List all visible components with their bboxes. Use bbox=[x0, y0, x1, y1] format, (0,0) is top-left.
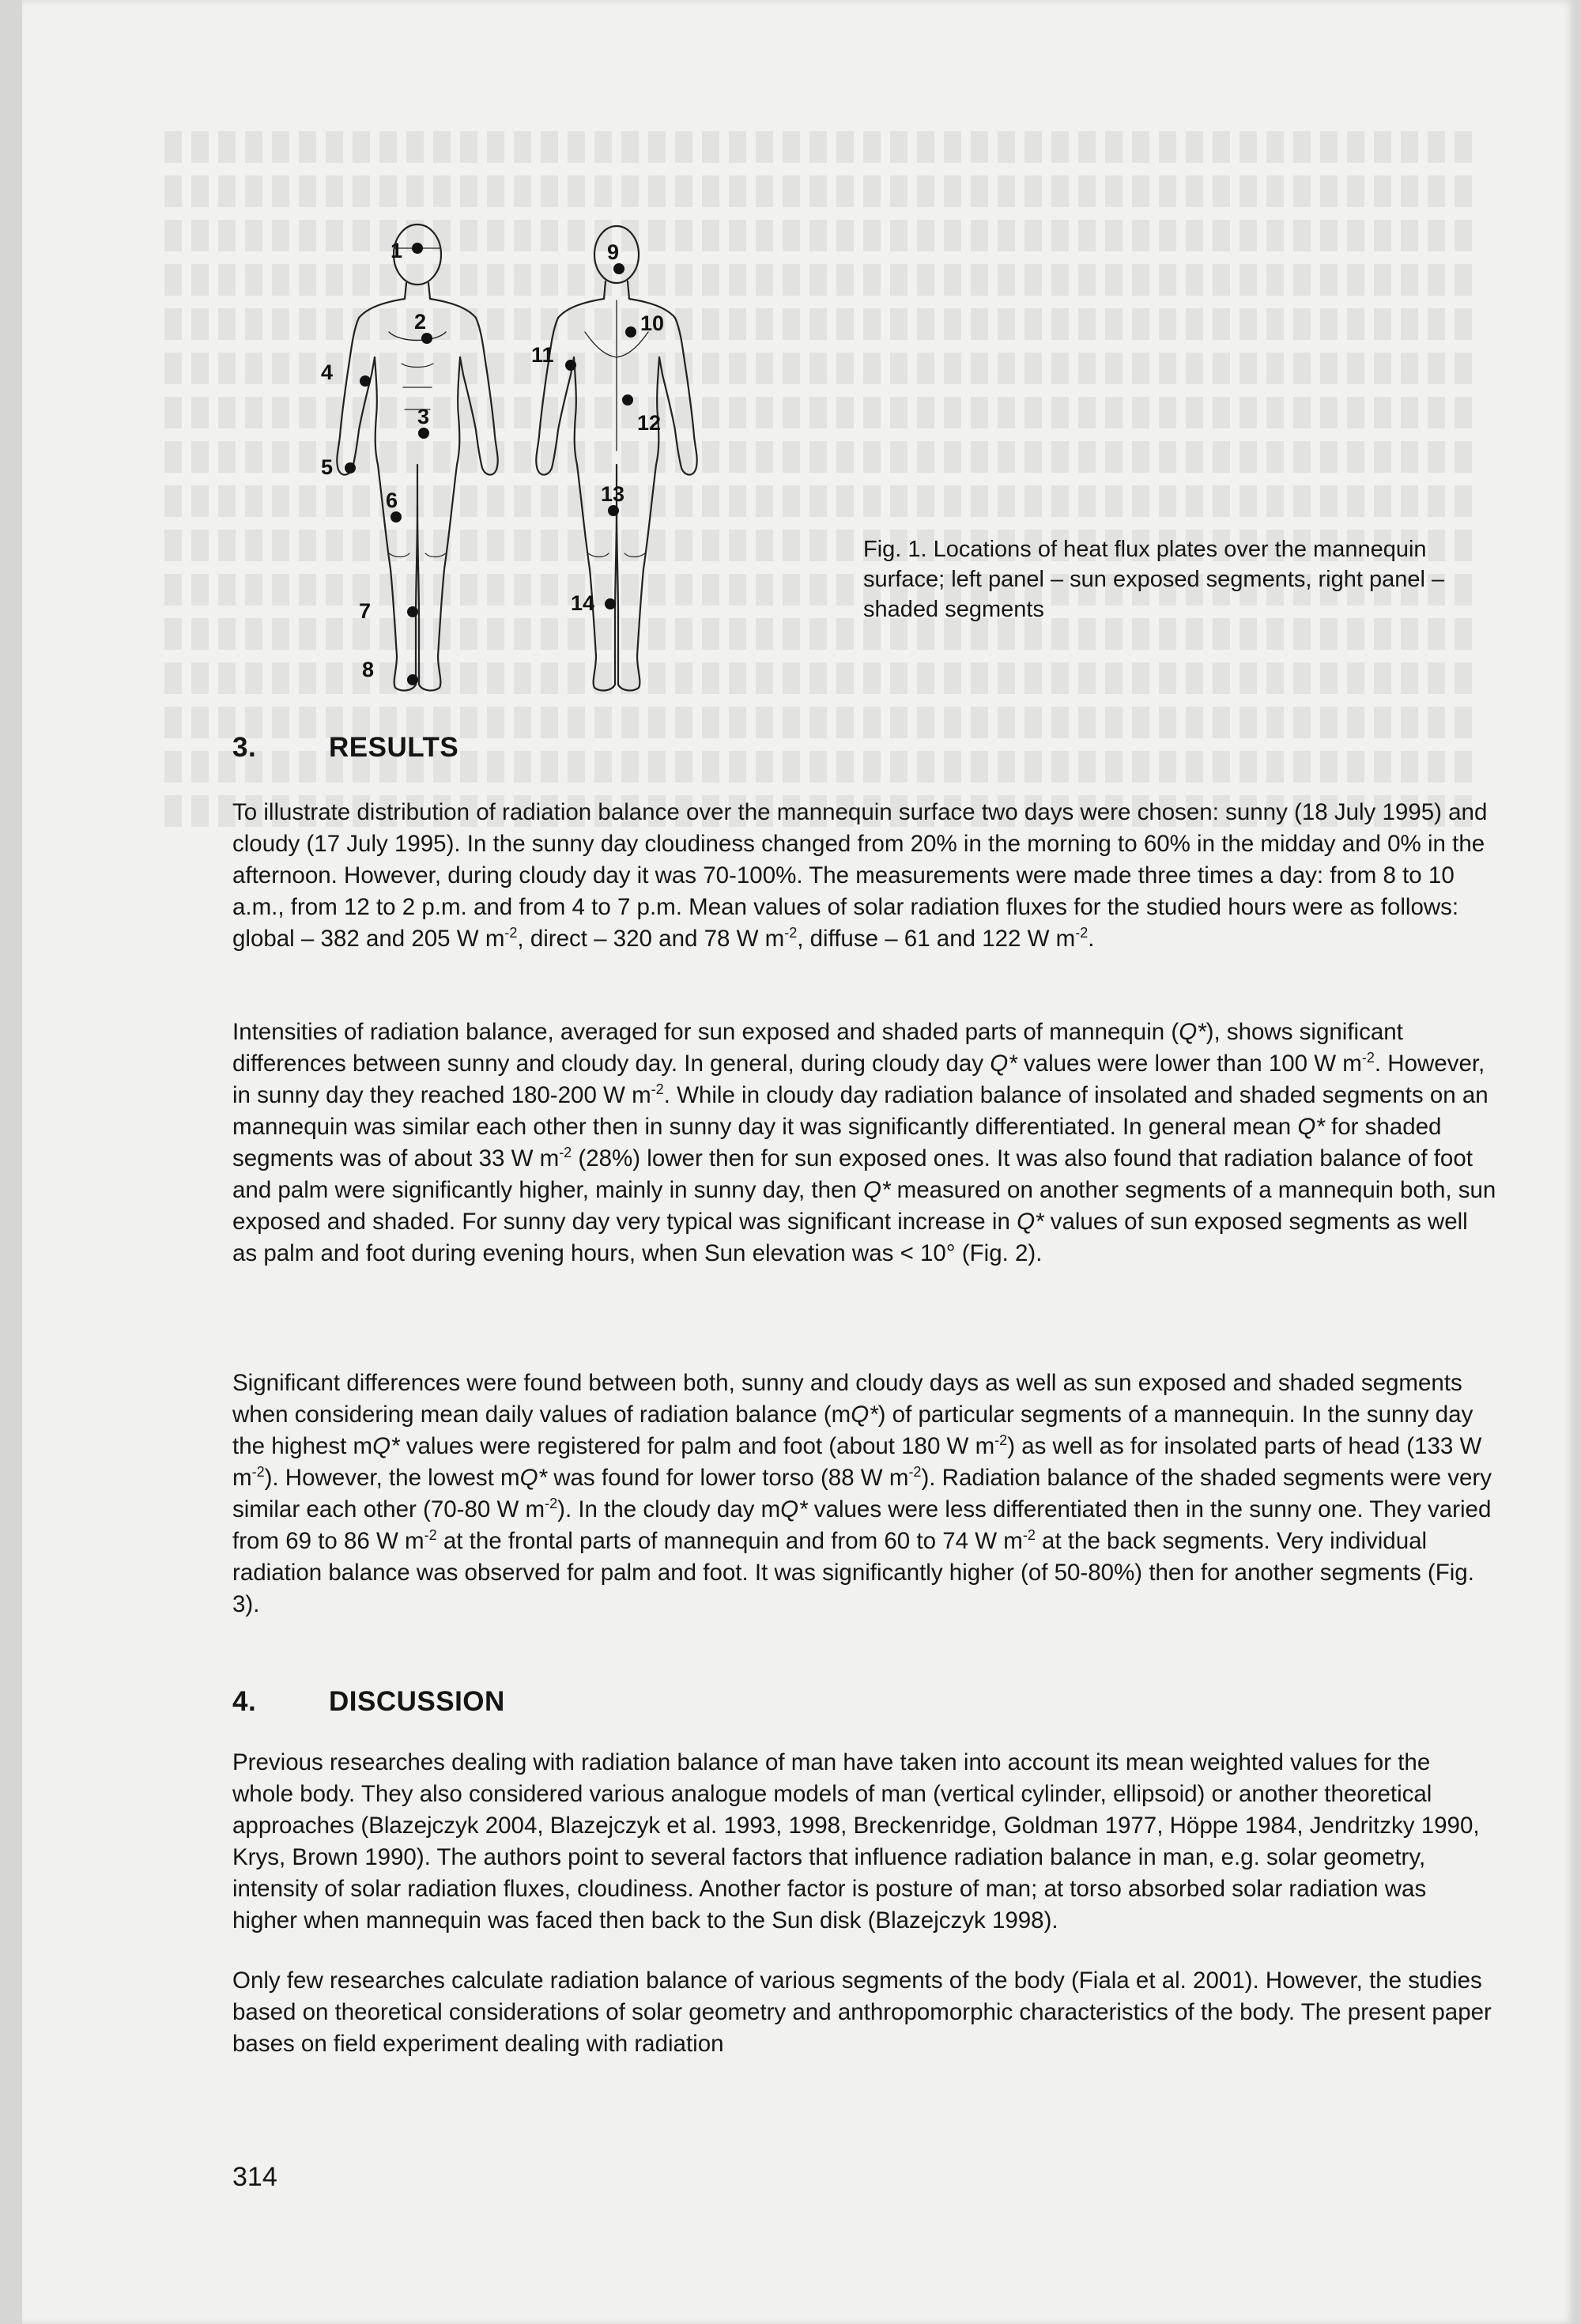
point-2-marker bbox=[421, 333, 432, 344]
figure-1 bbox=[307, 213, 749, 711]
figure-caption: Fig. 1. Locations of heat flux plates over the mannequin surface; left panel – sun exposed segments, right panel – shaded segments bbox=[863, 537, 1445, 622]
point-12-marker bbox=[622, 394, 633, 406]
paragraph-discussion-2: Only few researches calculate radiation balance of various segments of the body (Fiala et al. 2001). However, the studies based on theoretical considerations of solar geometry and anthropomorphic characteristics of the body. The present paper bases on field experiment dealing with radiation bbox=[232, 1967, 1492, 2057]
point-5-marker bbox=[345, 462, 356, 473]
paragraph-results-1: To illustrate distribution of radiation balance over the mannequin surface two days were chosen: sunny (18 July 1995) and cloudy (17 July 1995). In the sunny day cloudiness changed from 20% in the morning to 60% in the midday and 0% in the afternoon. However, during cloudy day it was 70-100%. The measurements were made three times a day: from 8 to 10 a.m., from 12 to 2 p.m. and from 4 to 7 p.m. Mean values of solar radiation fluxes for the studied hours were as follows: global – 382 and 205 W $m^{-2}$, direct – 320 and 78 W $m^{-2}$, diffuse – 61 and 122 W $m^{-2}$. bbox=[232, 799, 1488, 952]
mannequin-diagram bbox=[307, 213, 749, 711]
point-label-11: 11 bbox=[531, 343, 554, 367]
point-label-5: 5 bbox=[321, 455, 334, 479]
point-label-13: 13 bbox=[601, 482, 625, 506]
paragraph-results-2: Intensities of radiation balance, averaged for sun exposed and shaded parts of mannequin (Q*), shows significant differences between sunny and cloudy day. In general, during cloudy day Q* values were lower than 100 W $m^{-2}$. However, in sunny day they reached 180-200 W $m^{-2}$. While in cloudy day radiation balance of insolated and shaded segments on an mannequin was similar each other then in sunny day it was significantly differentiated. In general mean Q* for shaded segments was of about 33 W $m^{-2}$ (28%) lower then for sun exposed ones. It was also found that radiation balance of foot and palm were significantly higher, mainly in sunny day, then Q* measured on another segments of a mannequin both, sun exposed and shaded. For sunny day very typical was significant increase in Q* values of sun exposed segments as well as palm and foot during evening hours, when Sun elevation was < 10° (Fig. 2). bbox=[232, 1019, 1496, 1266]
point-label-3: 3 bbox=[417, 405, 430, 428]
point-10-marker bbox=[625, 326, 636, 338]
section-number: 3. bbox=[232, 732, 257, 763]
point-label-7: 7 bbox=[359, 599, 372, 623]
page-number: 314 bbox=[232, 2162, 277, 2192]
point-8-marker bbox=[407, 674, 418, 685]
point-4-marker bbox=[360, 375, 371, 387]
point-label-6: 6 bbox=[386, 489, 398, 512]
section-number: 4. bbox=[232, 1686, 257, 1717]
point-label-10: 10 bbox=[640, 311, 665, 335]
point-label-14: 14 bbox=[571, 591, 595, 615]
point-label-4: 4 bbox=[321, 360, 334, 384]
page bbox=[22, 0, 1575, 2324]
point-7-marker bbox=[407, 606, 418, 617]
paragraph-discussion-1: Previous researches dealing with radiation balance of man have taken into account its mean weighted values for the whole body. They also considered various analogue models of man (vertical cylinder, ellipsoid) or another theoretical approaches (Blazejczyk 2004, Blazejczyk et al. 1993, 1998, Breckenridge, Goldman 1977, Höppe 1984, Jendritzky 1990, Krys, Brown 1990). The authors point to several factors that influence radiation balance in man, e.g. solar geometry, intensity of solar radiation fluxes, cloudiness. Another factor is posture of man; at torso absorbed solar radiation was higher when mannequin was faced then back to the Sun disk (Blazejczyk 1998). bbox=[232, 1749, 1480, 1934]
point-label-1: 1 bbox=[391, 239, 403, 262]
point-6-marker bbox=[391, 511, 402, 523]
point-label-2: 2 bbox=[414, 310, 427, 334]
point-3-marker bbox=[418, 428, 429, 439]
point-9-marker bbox=[613, 263, 624, 274]
back-mannequin-outline bbox=[536, 226, 696, 690]
point-14-marker bbox=[605, 598, 616, 609]
point-label-9: 9 bbox=[607, 240, 620, 264]
section-title: DISCUSSION bbox=[329, 1686, 505, 1717]
point-label-8: 8 bbox=[362, 658, 375, 681]
point-label-12: 12 bbox=[637, 411, 662, 435]
point-13-marker bbox=[608, 505, 619, 516]
paragraph-results-3: Significant differences were found between both, sunny and cloudy days as well as sun exposed and shaded segments when considering mean daily values of radiation balance (mQ*) of particular segments of a mannequin. In the sunny day the highest mQ* values were registered for palm and foot (about 180 W $m^{-2}$) as well as for insolated parts of head (133 W $m^{-2}$). However, the lowest mQ* was found for lower torso (88 W $m^{-2}$). Radiation balance of the shaded segments were very similar each other (70-80 W $m^{-2}$). In the cloudy day mQ* values were less differentiated then in the sunny one. They varied from 69 to 86 W $m^{-2}$ at the frontal parts of mannequin and from 60 to 74 W $m^{-2}$ at the back segments. Very individual radiation balance was observed for palm and foot. It was significantly higher (of 50-80%) then for another segments (Fig. 3). bbox=[232, 1370, 1492, 1617]
point-11-marker bbox=[565, 360, 576, 371]
section-title: RESULTS bbox=[329, 732, 459, 763]
point-1-marker bbox=[412, 243, 423, 254]
